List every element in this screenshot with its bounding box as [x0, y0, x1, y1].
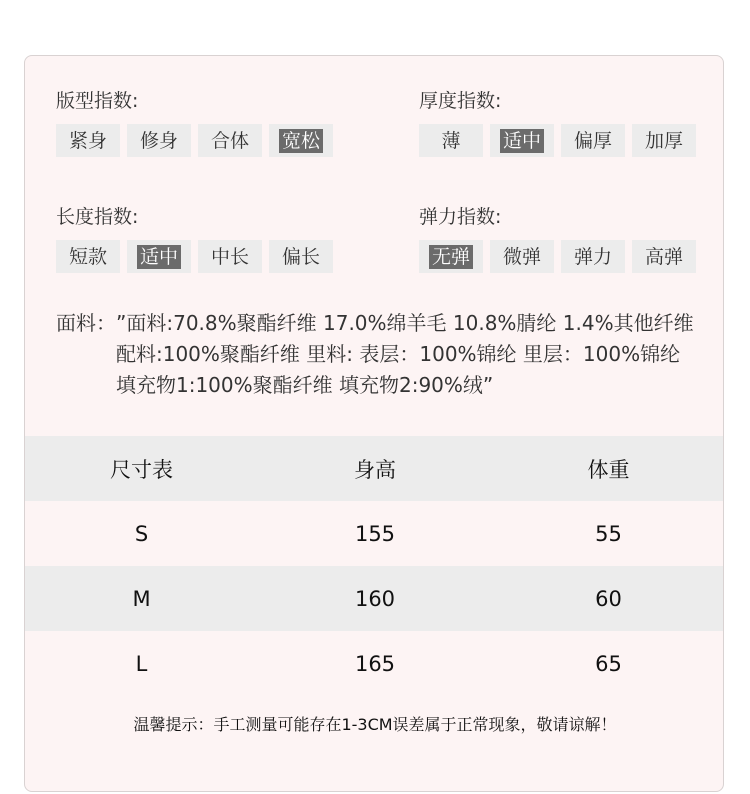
fabric-info: [56, 308, 696, 401]
thickness-option: 薄: [419, 124, 483, 157]
thickness-options: [419, 124, 703, 157]
weight-cell: 60: [595, 586, 622, 611]
table-row: [25, 501, 724, 566]
length-index: [56, 204, 340, 273]
fit-index-title: 版型指数:: [56, 90, 139, 112]
weight-cell: 65: [595, 651, 622, 676]
fit-option: 紧身: [56, 124, 120, 157]
size-cell: L: [135, 651, 148, 676]
height-cell: 160: [354, 586, 396, 611]
elasticity-option: 无弹: [419, 240, 483, 273]
fit-option: 宽松: [269, 124, 333, 157]
elasticity-index-title: 弹力指数:: [419, 206, 502, 228]
header-height: 身高: [354, 457, 396, 482]
elasticity-option: 高弹: [632, 240, 696, 273]
thickness-option: 偏厚: [561, 124, 625, 157]
measurement-note: 温馨提示：手工测量可能存在1-3CM误差属于正常现象，敬请谅解！: [133, 715, 617, 734]
size-cell: S: [134, 521, 149, 546]
height-cell: 155: [354, 521, 396, 546]
thickness-index: [419, 88, 703, 157]
fabric-composition: ”面料:70.8%聚酯纤维 17.0%绵羊毛 10.8%腈纶 1.4%其他纤维 配料:100%聚酯纤维 里料: 表层：100%锦纶 里层：100%锦纶 填充物1:100%聚酯纤维 填充物2:90%绒”: [116, 311, 694, 397]
size-table-header: [25, 436, 724, 501]
length-index-title: 长度指数:: [56, 206, 139, 228]
table-row: [25, 631, 724, 696]
header-weight: 体重: [587, 457, 630, 482]
elasticity-index: [419, 204, 703, 273]
table-row: [25, 566, 724, 631]
fit-option: 合体: [198, 124, 262, 157]
length-option: 偏长: [269, 240, 333, 273]
thickness-option: 加厚: [632, 124, 696, 157]
length-option: 短款: [56, 240, 120, 273]
elasticity-option: 微弹: [490, 240, 554, 273]
weight-cell: 55: [595, 521, 622, 546]
elasticity-option: 弹力: [561, 240, 625, 273]
header-size: 尺寸表: [110, 457, 173, 482]
length-option: 适中: [127, 240, 191, 273]
fit-option: 修身: [127, 124, 191, 157]
size-info-card: [24, 55, 724, 792]
length-option: 中长: [198, 240, 262, 273]
size-cell: M: [132, 586, 151, 611]
fit-options: [56, 124, 340, 157]
length-options: [56, 240, 340, 273]
elasticity-options: [419, 240, 703, 273]
height-cell: 165: [354, 651, 396, 676]
size-table: [25, 436, 724, 696]
thickness-index-title: 厚度指数:: [419, 90, 502, 112]
thickness-option: 适中: [490, 124, 554, 157]
fabric-label: 面料：: [56, 311, 116, 335]
fit-index: [56, 88, 340, 157]
